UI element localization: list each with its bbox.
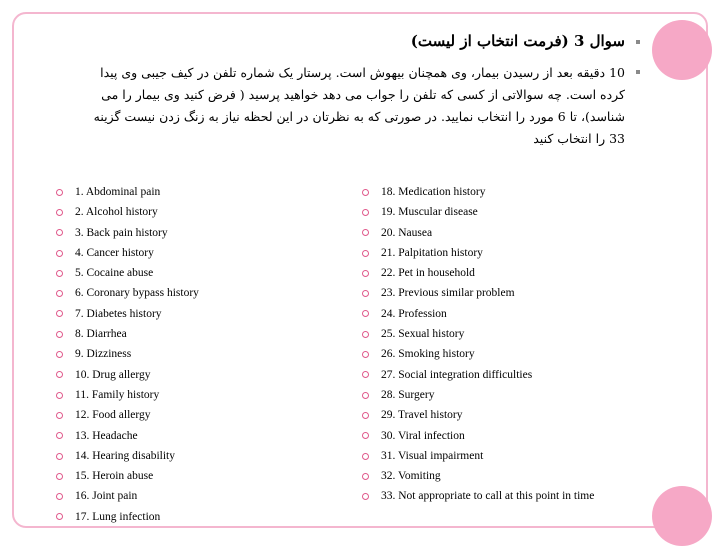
- option-label: 16. Joint pain: [75, 490, 138, 503]
- option-item: [362, 243, 594, 263]
- option-item: [56, 507, 199, 527]
- ring-bullet-icon: [362, 290, 369, 297]
- ring-bullet-icon: [362, 189, 369, 196]
- ring-bullet-icon: [362, 250, 369, 257]
- option-label: 26. Smoking history: [381, 348, 475, 361]
- option-label: 20. Nausea: [381, 226, 433, 239]
- option-item: [56, 182, 199, 202]
- option-item: [56, 304, 199, 324]
- ring-bullet-icon: [362, 371, 369, 378]
- option-item: [362, 344, 594, 364]
- option-item: [362, 202, 594, 222]
- decorative-circle-top: [652, 20, 712, 80]
- ring-bullet-icon: [362, 453, 369, 460]
- ring-bullet-icon: [362, 351, 369, 358]
- ring-bullet-icon: [56, 493, 63, 500]
- question-paragraph: 10 دقیقه بعد از رسیدن بیمار، وی همچنان بیهوش است. پرستار یک شماره تلفن در کیف جیبی وی پیدا کرده است. چه سوالاتی از کسی که تلفن را جواب می دهد خواهید پرسید ( فرض کنید وی بیمار را می شناسد)، تا 6 مورد را انتخاب نمایید. در صورتی که به نظرتان در این لحظه نیاز به زنگ زدن نیست گزینه 33 را انتخاب کنید: [93, 65, 625, 146]
- option-item: [362, 365, 594, 385]
- ring-bullet-icon: [362, 473, 369, 480]
- option-item: [362, 486, 594, 506]
- option-label: 22. Pet in household: [381, 267, 475, 280]
- ring-bullet-icon: [56, 371, 63, 378]
- option-item: [56, 426, 199, 446]
- option-item: [56, 405, 199, 425]
- ring-bullet-icon: [56, 513, 63, 520]
- options-list-left: [56, 182, 199, 527]
- option-item: [362, 304, 594, 324]
- option-item: [56, 486, 199, 506]
- option-label: 12. Food allergy: [75, 409, 151, 422]
- option-label: 4. Cancer history: [75, 246, 154, 259]
- ring-bullet-icon: [362, 331, 369, 338]
- ring-bullet-icon: [56, 229, 63, 236]
- option-item: [362, 182, 594, 202]
- ring-bullet-icon: [56, 392, 63, 399]
- option-item: [56, 466, 199, 486]
- option-label: 32. Vomiting: [381, 470, 441, 483]
- option-label: 24. Profession: [381, 307, 447, 320]
- ring-bullet-icon: [56, 432, 63, 439]
- option-item: [362, 324, 594, 344]
- ring-bullet-icon: [362, 310, 369, 317]
- ring-bullet-icon: [56, 310, 63, 317]
- ring-bullet-icon: [56, 331, 63, 338]
- decorative-circle-bottom: [652, 486, 712, 546]
- ring-bullet-icon: [362, 432, 369, 439]
- option-label: 19. Muscular disease: [381, 206, 478, 219]
- option-label: 29. Travel history: [381, 409, 463, 422]
- option-label: 10. Drug allergy: [75, 368, 151, 381]
- option-item: [56, 283, 199, 303]
- option-label: 5. Cocaine abuse: [75, 267, 154, 280]
- option-item: [362, 466, 594, 486]
- option-label: 2. Alcohol history: [75, 206, 158, 219]
- option-label: 3. Back pain history: [75, 226, 168, 239]
- option-item: [56, 385, 199, 405]
- option-label: 21. Palpitation history: [381, 246, 483, 259]
- ring-bullet-icon: [362, 493, 369, 500]
- option-label: 17. Lung infection: [75, 510, 161, 523]
- option-label: 15. Heroin abuse: [75, 470, 154, 483]
- ring-bullet-icon: [56, 250, 63, 257]
- option-item: [56, 365, 199, 385]
- ring-bullet-icon: [56, 209, 63, 216]
- option-label: 27. Social integration difficulties: [381, 368, 533, 381]
- option-item: [56, 223, 199, 243]
- option-item: [56, 344, 199, 364]
- option-label: 6. Coronary bypass history: [75, 287, 199, 300]
- slide-title: سوال 3 (فرمت انتخاب از لیست): [410, 32, 625, 50]
- option-item: [362, 223, 594, 243]
- ring-bullet-icon: [56, 453, 63, 460]
- option-item: [56, 243, 199, 263]
- option-label: 9. Dizziness: [75, 348, 132, 361]
- option-item: [362, 405, 594, 425]
- option-label: 18. Medication history: [381, 186, 486, 198]
- option-label: 30. Viral infection: [381, 429, 465, 442]
- option-label: 33. Not appropriate to call at this point in time: [381, 490, 595, 503]
- option-item: [56, 446, 199, 466]
- ring-bullet-icon: [56, 351, 63, 358]
- option-label: 14. Hearing disability: [75, 449, 175, 462]
- ring-bullet-icon: [362, 209, 369, 216]
- option-item: [56, 263, 199, 283]
- option-label: 8. Diarrhea: [75, 328, 127, 341]
- option-item: [362, 283, 594, 303]
- option-item: [362, 385, 594, 405]
- option-label: 7. Diabetes history: [75, 307, 162, 320]
- ring-bullet-icon: [362, 270, 369, 277]
- option-item: [362, 446, 594, 466]
- option-item: [56, 202, 199, 222]
- ring-bullet-icon: [56, 290, 63, 297]
- ring-bullet-icon: [56, 473, 63, 480]
- option-label: 1. Abdominal pain: [75, 186, 161, 198]
- option-item: [362, 263, 594, 283]
- ring-bullet-icon: [56, 270, 63, 277]
- option-label: 25. Sexual history: [381, 328, 465, 341]
- option-label: 23. Previous similar problem: [381, 287, 515, 300]
- option-item: [56, 324, 199, 344]
- ring-bullet-icon: [362, 412, 369, 419]
- paragraph-bullet: [636, 70, 640, 74]
- ring-bullet-icon: [56, 189, 63, 196]
- ring-bullet-icon: [362, 229, 369, 236]
- title-bullet: [636, 40, 640, 44]
- option-item: [362, 426, 594, 446]
- ring-bullet-icon: [56, 412, 63, 419]
- option-label: 13. Headache: [75, 429, 138, 442]
- option-label: 11. Family history: [75, 388, 160, 401]
- option-label: 28. Surgery: [381, 388, 435, 401]
- options-list-right: [362, 182, 594, 507]
- option-label: 31. Visual impairment: [381, 449, 484, 462]
- ring-bullet-icon: [362, 392, 369, 399]
